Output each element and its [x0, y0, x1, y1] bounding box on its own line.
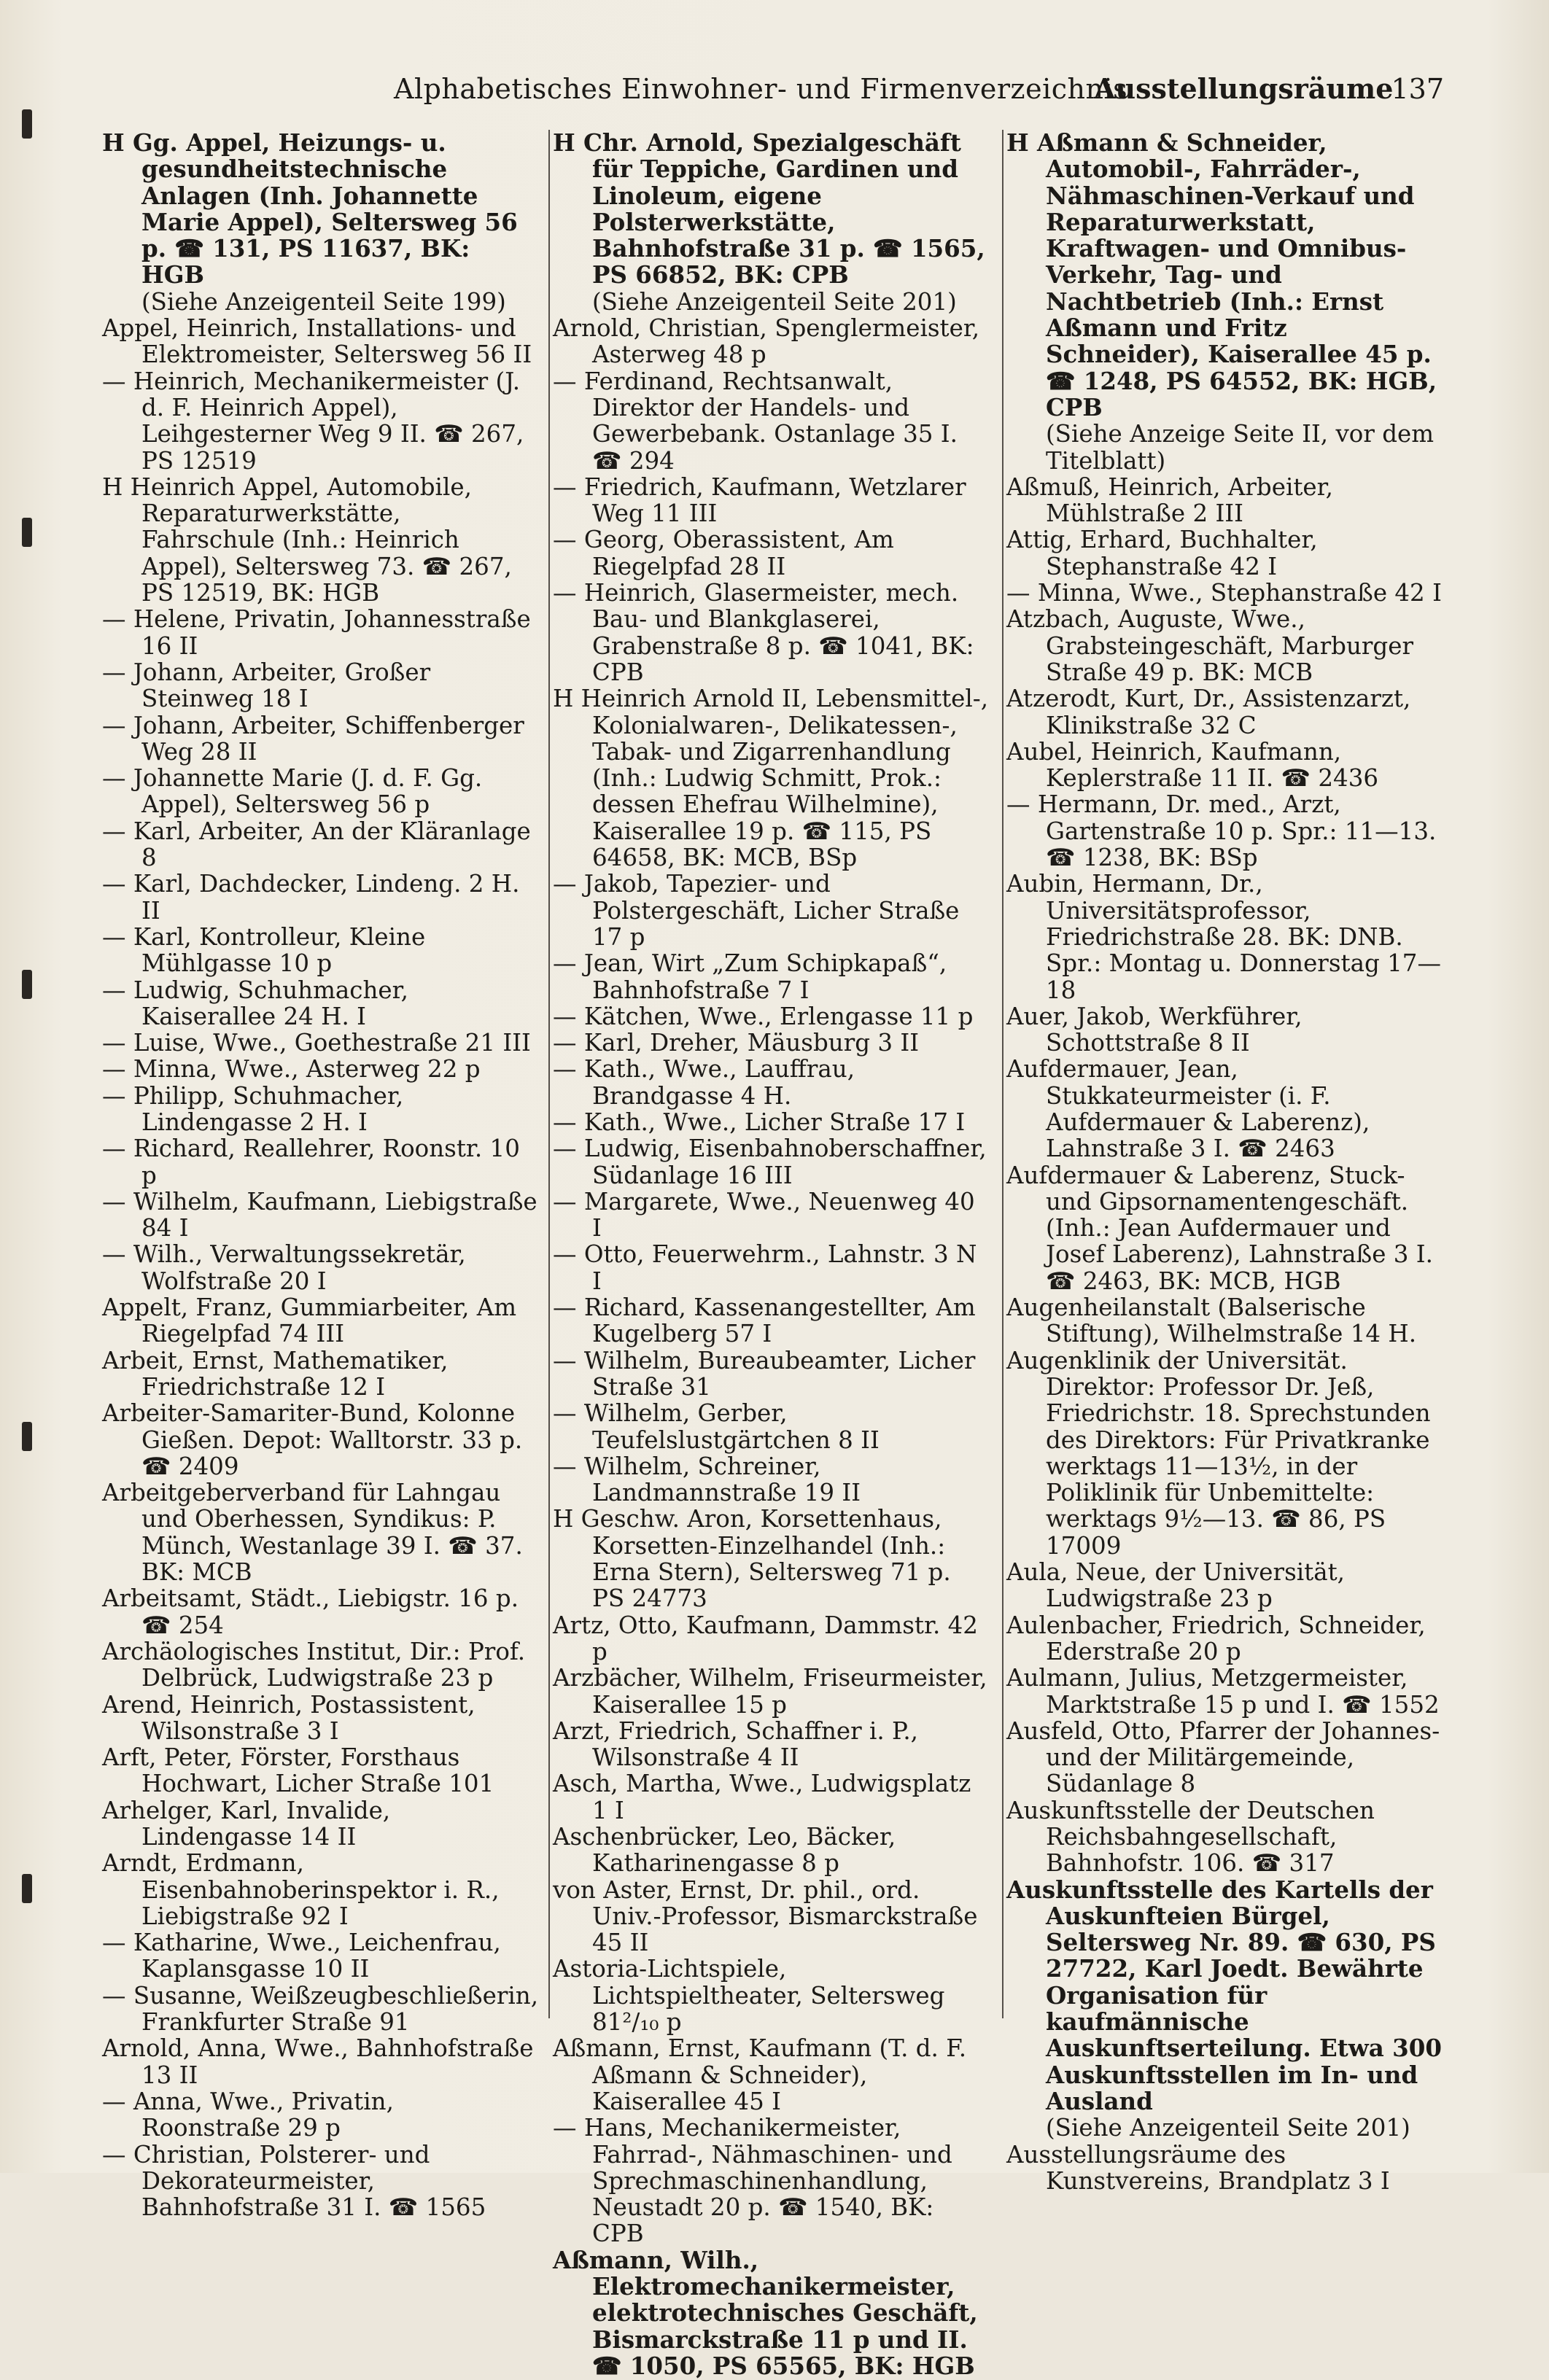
directory-entry: — Friedrich, Kaufmann, Wetzlarer Weg 11 III — [553, 472, 966, 528]
directory-entry: Arnold, Christian, Spenglermeister, Asterweg 48 p — [553, 314, 980, 369]
directory-entry: — Johannette Marie (J. d. F. Gg. Appel), Seltersweg 56 p — [102, 764, 483, 819]
directory-entry: — Richard, Reallehrer, Roonstr. 10 p — [102, 1135, 520, 1189]
directory-entry: Arbeitgeberverband für Lahngau und Oberhessen, Syndikus: P. Münch, Westanlage 39 I. ☎ 37. BK: MCB — [102, 1479, 523, 1587]
directory-entry: Arbeitsamt, Städt., Liebigstr. 16 p. ☎ 254 — [102, 1584, 519, 1639]
directory-entry: von Aster, Ernst, Dr. phil., ord. Univ.-Professor, Bismarckstraße 45 II — [553, 1875, 978, 1957]
directory-entry: Aulmann, Julius, Metzgermeister, Marktstraße 15 p und I. ☎ 1552 — [1006, 1664, 1440, 1719]
directory-entry: H Geschw. Aron, Korsettenhaus, Korsetten-Einzelhandel (Inh.: Erna Stern), Seltersweg 71 p. PS 24773 — [553, 1505, 951, 1613]
column-divider — [548, 130, 550, 2018]
directory-entry: — Karl, Arbeiter, An der Kläranlage 8 — [102, 817, 531, 872]
directory-entry: — Johann, Arbeiter, Schiffenberger Weg 28 II — [102, 711, 524, 766]
directory-entry: — Karl, Dreher, Mäusburg 3 II — [553, 1029, 920, 1057]
directory-entry: — Hans, Mechanikermeister, Fahrrad-, Nähmaschinen- und Sprechmaschinenhandlung, Neustadt 20 p. ☎ 1540, BK: CPB — [553, 2114, 952, 2248]
directory-entry: Aufdermauer, Jean, Stukkateurmeister (i. F. Aufdermauer & Laberenz), Lahnstraße 3 I. ☎ 2463 — [1006, 1055, 1370, 1163]
directory-entry: Aschenbrücker, Leo, Bäcker, Katharinengasse 8 p — [553, 1823, 896, 1878]
directory-entry: Auskunftsstelle der Deutschen Reichsbahngesellschaft, Bahnhofstr. 106. ☎ 317 — [1006, 1796, 1375, 1878]
directory-entry: — Georg, Oberassistent, Am Riegelpfad 28 II — [553, 526, 894, 580]
directory-entry: Aulenbacher, Friedrich, Schneider, Ederstraße 20 p — [1006, 1611, 1426, 1665]
directory-entry: Auer, Jakob, Werkführer, Schottstraße 8 II — [1006, 1002, 1303, 1057]
directory-entry: Asch, Martha, Wwe., Ludwigsplatz 1 I — [553, 1770, 971, 1824]
directory-entry: Appelt, Franz, Gummiarbeiter, Am Riegelpfad 74 III — [102, 1294, 517, 1348]
directory-entry: H Heinrich Arnold II, Lebensmittel-, Kolonialwaren-, Delikatessen-, Tabak- und Zigarrenhandlung (Inh.: Ludwig Schmitt, Prok.: dessen Ehefrau Wilhelmine), Kaiserallee 19 p. ☎ 115, PS 64658, BK: MCB, BSp — [553, 685, 989, 872]
directory-entry: Arzt, Friedrich, Schaffner i. P., Wilsonstraße 4 II — [553, 1716, 918, 1772]
directory-entry: Arbeit, Ernst, Mathematiker, Friedrichstraße 12 I — [102, 1346, 449, 1401]
entry-note: (Siehe Anzeigenteil Seite 201) — [1046, 2114, 1410, 2142]
directory-entry: — Wilhelm, Bureaubeamter, Licher Straße 31 — [553, 1346, 976, 1401]
page-header — [387, 67, 1444, 111]
directory-entry: H Heinrich Appel, Automobile, Reparaturwerkstätte, Fahrschule (Inh.: Heinrich Appel), Seltersweg 73. ☎ 267, PS 12519, BK: HGB — [102, 472, 512, 607]
directory-entry: — Kath., Wwe., Lauffrau, Brandgasse 4 H. — [553, 1055, 855, 1110]
running-title: Alphabetisches Einwohner- und Firmenverzeichnis — [394, 73, 1128, 105]
directory-entry: — Ludwig, Schuhmacher, Kaiserallee 24 H. I — [102, 976, 408, 1030]
directory-entry: Aßmann, Ernst, Kaufmann (T. d. F. Aßmann & Schneider), Kaiserallee 45 I — [553, 2034, 967, 2115]
directory-entry: — Johann, Arbeiter, Großer Steinweg 18 I — [102, 658, 431, 713]
directory-entry: — Kätchen, Wwe., Erlengasse 11 p — [553, 1002, 974, 1030]
directory-entry: — Heinrich, Mechanikermeister (J. d. F. Heinrich Appel), Leihgesterner Weg 9 II. ☎ 267, PS 12519 — [102, 367, 524, 475]
directory-entry: Arnold, Anna, Wwe., Bahnhofstraße 13 II — [102, 2034, 534, 2089]
directory-entry: Aubin, Hermann, Dr., Universitätsprofessor, Friedrichstraße 28. BK: DNB. Spr.: Montag u. Donnerstag 17—18 — [1006, 870, 1441, 1004]
directory-entry: Auskunftsstelle des Kartells der Auskunfteien Bürgel, Seltersweg Nr. 89. ☎ 630, PS 27722, Karl Joedt. Bewährte Organisation für kaufmännische Auskunftserteilung. Etwa 300 Auskunftsstellen im In- und Ausland — [1006, 1875, 1442, 2115]
directory-entry: — Helene, Privatin, Johannesstraße 16 II — [102, 605, 531, 660]
directory-entry: H Aßmann & Schneider, Automobil-, Fahrräder-, Nähmaschinen-Verkauf und Reparaturwerkstatt, Kraftwagen- und Omnibus-Verkehr, Tag- und Nachtbetrieb (Inh.: Ernst Aßmann und Fritz Schneider), Kaiserallee 45 p. ☎ 1248, PS 64552, BK: HGB, CPB — [1006, 128, 1437, 421]
directory-entry: — Katharine, Wwe., Leichenfrau, Kaplansgasse 10 II — [102, 1929, 501, 1983]
section-heading: Ausstellungsräume — [1094, 72, 1394, 105]
directory-entry: — Minna, Wwe., Stephanstraße 42 I — [1006, 579, 1442, 607]
directory-entry: Atzbach, Auguste, Wwe., Grabsteingeschäft, Marburger Straße 49 p. BK: MCB — [1006, 605, 1413, 686]
directory-entry: — Heinrich, Glasermeister, mech. Bau- und Blankglaserei, Grabenstraße 8 p. ☎ 1041, BK: CPB — [553, 579, 974, 686]
directory-entry: — Wilhelm, Kaufmann, Liebigstraße 84 I — [102, 1187, 537, 1242]
directory-entry: Augenheilanstalt (Balserische Stiftung), Wilhelmstraße 14 H. — [1006, 1294, 1417, 1348]
column-middle — [553, 130, 990, 2379]
entry-note: (Siehe Anzeige Seite II, vor dem Titelblatt) — [1046, 420, 1435, 475]
directory-entry: Astoria-Lichtspiele, Lichtspieltheater, Seltersweg 81²/₁₀ p — [553, 1955, 945, 2037]
directory-entry: Ausstellungsräume des Kunstvereins, Brandplatz 3 I — [1006, 2140, 1390, 2195]
directory-entry: Augenklinik der Universität. Direktor: Professor Dr. Jeß, Friedrichstr. 18. Sprechstunden des Direktors: Für Privatkranke werktags 11—13½, in der Poliklinik für Unbemittelte: werktags 9½—13. ☎ 86, PS 17009 — [1006, 1346, 1431, 1560]
directory-entry: — Karl, Dachdecker, Lindeng. 2 H. II — [102, 870, 520, 925]
directory-entry: Atzerodt, Kurt, Dr., Assistenzarzt, Klinikstraße 32 C — [1006, 685, 1411, 739]
binding-holes — [22, 109, 32, 1932]
directory-entry: — Christian, Polsterer- und Dekorateurmeister, Bahnhofstraße 31 I. ☎ 1565 — [102, 2140, 486, 2222]
directory-entry: — Margarete, Wwe., Neuenweg 40 I — [553, 1187, 975, 1242]
directory-entry: Arbeiter-Samariter-Bund, Kolonne Gießen. Depot: Walltorstr. 33 p. ☎ 2409 — [102, 1399, 523, 1480]
directory-entry: — Richard, Kassenangestellter, Am Kugelberg 57 I — [553, 1294, 976, 1348]
directory-entry: — Wilh., Verwaltungssekretär, Wolfstraße 20 I — [102, 1240, 466, 1295]
directory-entry: — Wilhelm, Schreiner, Landmannstraße 19 II — [553, 1452, 861, 1507]
directory-entry: Arndt, Erdmann, Eisenbahnoberinspektor i. R., Liebigstraße 92 I — [102, 1849, 500, 1930]
directory-entry: Artz, Otto, Kaufmann, Dammstr. 42 p — [553, 1611, 978, 1665]
directory-entry: H Gg. Appel, Heizungs- u. gesundheitstechnische Anlagen (Inh. Johannette Marie Appel), Seltersweg 56 p. ☎ 131, PS 11637, BK: HGB — [102, 128, 518, 289]
directory-entry: Ausfeld, Otto, Pfarrer der Johannes- und der Militärgemeinde, Südanlage 8 — [1006, 1716, 1440, 1798]
directory-entry: — Luise, Wwe., Goethestraße 21 III — [102, 1029, 531, 1057]
directory-entry: Aula, Neue, der Universität, Ludwigstraße 23 p — [1006, 1558, 1345, 1613]
directory-entry: Aufdermauer & Laberenz, Stuck- und Gipsornamentengeschäft. (Inh.: Jean Aufdermauer und Josef Laberenz), Lahnstraße 3 I. ☎ 2463, BK: MCB, HGB — [1006, 1161, 1433, 1295]
directory-entry: Arend, Heinrich, Postassistent, Wilsonstraße 3 I — [102, 1690, 475, 1745]
directory-entry: Arhelger, Karl, Invalide, Lindengasse 14 II — [102, 1796, 391, 1851]
column-left — [102, 130, 540, 2220]
directory-entry: — Wilhelm, Gerber, Teufelslustgärtchen 8 II — [553, 1399, 880, 1454]
directory-entry: Arft, Peter, Förster, Forsthaus Hochwart, Licher Straße 101 — [102, 1743, 494, 1798]
entry-note: (Siehe Anzeigenteil Seite 199) — [141, 287, 506, 316]
directory-entry: — Ludwig, Eisenbahnoberschaffner, Südanlage 16 III — [553, 1135, 987, 1189]
directory-entry: — Jean, Wirt „Zum Schipkapaß“, Bahnhofstraße 7 I — [553, 949, 947, 1004]
directory-entry: Archäologisches Institut, Dir.: Prof. Delbrück, Ludwigstraße 23 p — [102, 1637, 526, 1692]
column-divider — [1002, 130, 1003, 2018]
directory-entry: — Kath., Wwe., Licher Straße 17 I — [553, 1108, 966, 1136]
directory-entry: — Philipp, Schuhmacher, Lindengasse 2 H. I — [102, 1081, 404, 1136]
column-right — [1006, 130, 1444, 2194]
directory-entry: Aßmuß, Heinrich, Arbeiter, Mühlstraße 2 III — [1006, 472, 1333, 528]
directory-entry: Arzbächer, Wilhelm, Friseurmeister, Kaiserallee 15 p — [553, 1664, 987, 1719]
page-number: 137 — [1391, 73, 1444, 105]
directory-entry: — Karl, Kontrolleur, Kleine Mühlgasse 10 p — [102, 922, 426, 978]
directory-entry: — Susanne, Weißzeugbeschließerin, Frankfurter Straße 91 — [102, 1981, 539, 2037]
directory-entry: — Jakob, Tapezier- und Polstergeschäft, Licher Straße 17 p — [553, 870, 960, 951]
entry-note: (Siehe Anzeigenteil Seite 201) — [592, 287, 957, 316]
directory-entry: — Minna, Wwe., Asterweg 22 p — [102, 1055, 481, 1084]
directory-entry: Attig, Erhard, Buchhalter, Stephanstraße 42 I — [1006, 526, 1318, 580]
directory-entry: Aßmann, Wilh., Elektromechanikermeister, elektrotechnisches Geschäft, Bismarckstraße 11 p und II. ☎ 1050, PS 65565, BK: HGB — [553, 2245, 978, 2380]
directory-entry: — Otto, Feuerwehrm., Lahnstr. 3 N I — [553, 1240, 977, 1295]
directory-entry: Appel, Heinrich, Installations- und Elektromeister, Seltersweg 56 II — [102, 314, 532, 369]
directory-entry: — Ferdinand, Rechtsanwalt, Direktor der Handels- und Gewerbebank. Ostanlage 35 I. ☎ 294 — [553, 367, 958, 475]
directory-entry: H Chr. Arnold, Spezialgeschäft für Teppiche, Gardinen und Linoleum, eigene Polsterwerkstätte, Bahnhofstraße 31 p. ☎ 1565, PS 66852, BK: CPB — [553, 128, 985, 289]
directory-entry: Aubel, Heinrich, Kaufmann, Keplerstraße 11 II. ☎ 2436 — [1006, 737, 1379, 793]
directory-entry: — Hermann, Dr. med., Arzt, Gartenstraße 10 p. Spr.: 11—13. ☎ 1238, BK: BSp — [1006, 790, 1437, 872]
directory-entry: — Anna, Wwe., Privatin, Roonstraße 29 p — [102, 2087, 394, 2142]
